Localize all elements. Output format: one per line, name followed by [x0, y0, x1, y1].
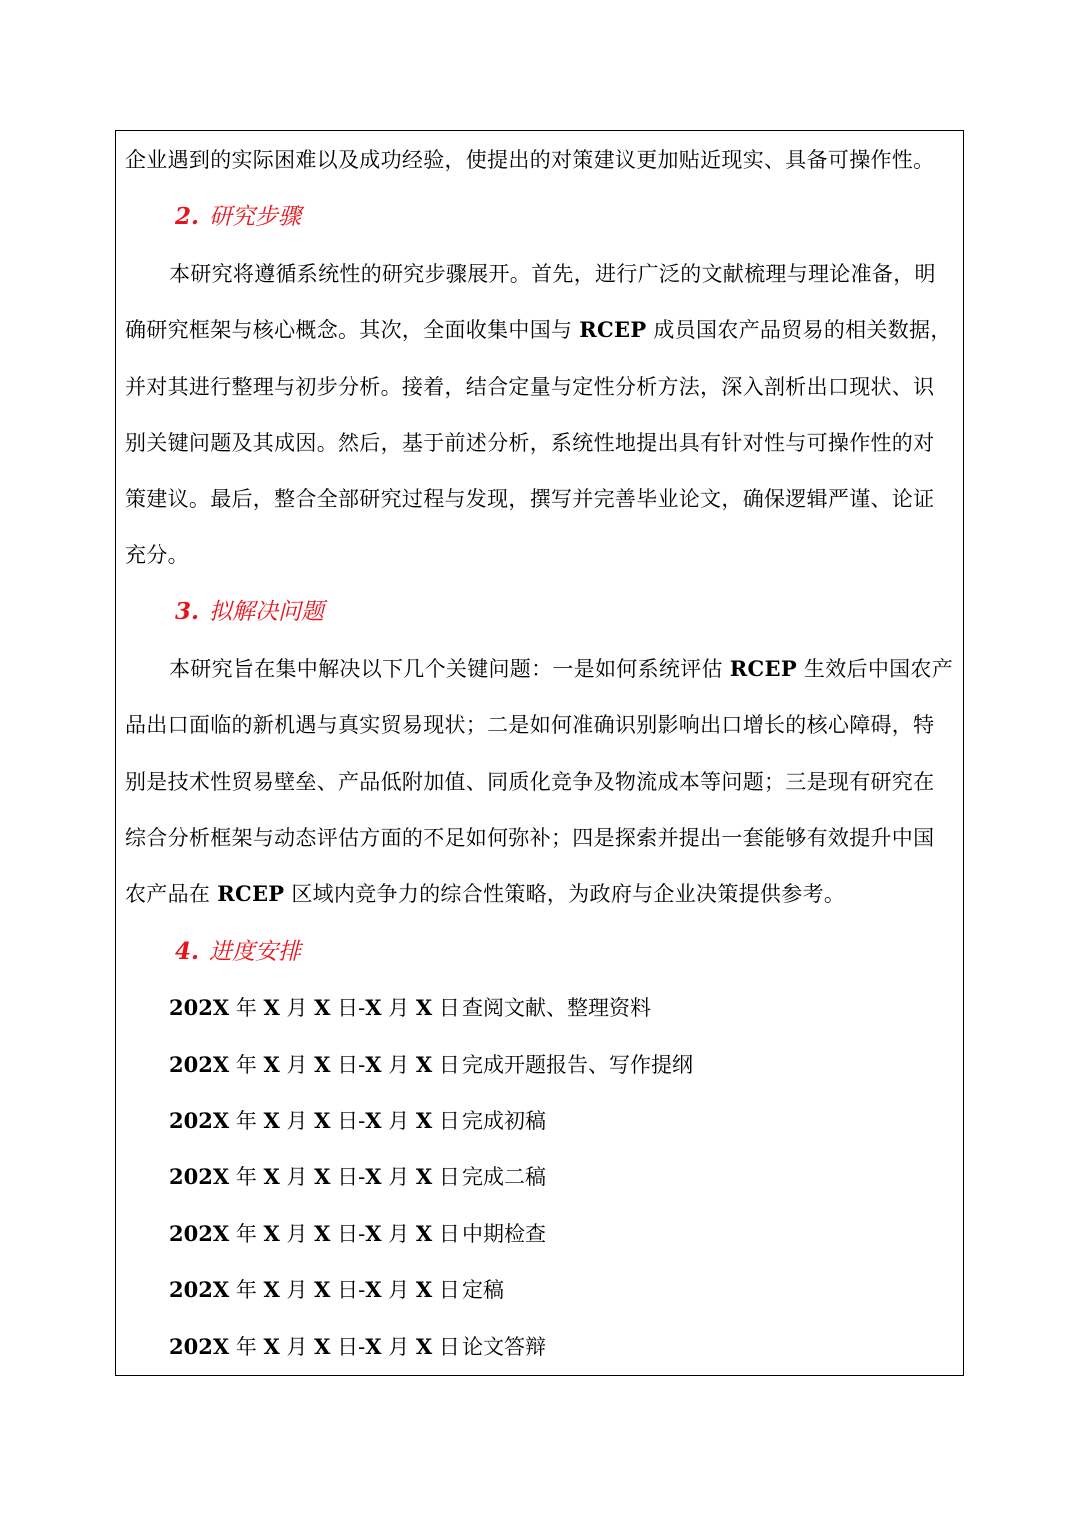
schedule-date-part: 日-: [330, 1278, 366, 1302]
schedule-date-part: 月: [381, 1278, 416, 1302]
schedule-date-part: X: [314, 1108, 331, 1133]
schedule-date-part: 年: [229, 996, 264, 1020]
schedule-date-part: 日: [432, 1335, 460, 1359]
schedule-task: 中期检查: [462, 1222, 546, 1246]
section3-line-1a: 本研究旨在集中解决以下几个关键问题：一是如何系统评估: [169, 657, 730, 681]
section3-number: 3.: [175, 598, 200, 625]
section3-line-1c: 生效后中国农产: [796, 657, 954, 681]
schedule-date-part: X: [314, 1277, 331, 1302]
schedule-date-part: X: [314, 1334, 331, 1359]
section3-heading: [175, 596, 324, 628]
schedule-date-part: 月: [279, 1109, 315, 1133]
schedule-date-part: 月: [279, 1278, 315, 1302]
schedule-task: 完成初稿: [462, 1109, 546, 1133]
section2-line-3: 并对其进行整理与初步分析。接着，结合定量与定性分析方法，深入剖析出口现状、识: [125, 375, 935, 399]
section3-line-5b: RCEP: [217, 881, 285, 906]
section2-heading: [175, 201, 301, 233]
schedule-date: [169, 1106, 462, 1136]
schedule-date-part: 年: [229, 1278, 264, 1302]
schedule-date-part: 日-: [330, 1165, 366, 1189]
schedule-date-part: X: [415, 1108, 433, 1133]
schedule-date-part: X: [263, 1221, 280, 1246]
schedule-date-part: X: [263, 1164, 280, 1189]
section2-line-2b: RCEP: [579, 317, 647, 342]
section2-line-4: 别关键问题及其成因。然后，基于前述分析，系统性地提出具有针对性与可操作性的对: [125, 431, 935, 455]
schedule-date-part: 年: [229, 1165, 264, 1189]
schedule-date-part: X: [365, 1052, 382, 1077]
schedule-date-part: 月: [381, 1222, 416, 1246]
schedule-date: [169, 1275, 462, 1305]
section4-heading: [175, 936, 301, 968]
schedule-task: 完成开题报告、写作提纲: [462, 1053, 693, 1077]
schedule-date-part: X: [263, 1108, 280, 1133]
schedule-date-part: X: [365, 1221, 382, 1246]
schedule-date-part: X: [263, 1334, 280, 1359]
section4-title: 进度安排: [209, 939, 302, 965]
schedule-date-part: 月: [279, 996, 315, 1020]
schedule-date: [169, 1219, 462, 1249]
schedule-date-part: X: [415, 1277, 433, 1302]
schedule-task: 定稿: [462, 1278, 504, 1302]
section3-line-5c: 区域内竞争力的综合性策略，为政府与企业决策提供参考。: [284, 882, 846, 906]
schedule-date-part: X: [263, 1052, 280, 1077]
section3-line-5a: 农产品在: [125, 882, 218, 906]
schedule-date-part: 日-: [330, 1335, 366, 1359]
schedule-date-part: 月: [279, 1335, 315, 1359]
schedule-date-part: X: [263, 995, 280, 1020]
section3-line-2: 品出口面临的新机遇与真实贸易现状；二是如何准确识别影响出口增长的核心障碍，特: [125, 713, 935, 737]
schedule-row: [169, 1106, 546, 1136]
schedule-row: [169, 993, 651, 1023]
schedule-date-part: X: [415, 1221, 433, 1246]
schedule-date-part: X: [314, 995, 331, 1020]
schedule-date-part: 202X: [169, 1277, 230, 1302]
schedule-date-part: 月: [381, 1053, 416, 1077]
schedule-date: [169, 993, 462, 1023]
schedule-task: 完成二稿: [462, 1165, 546, 1189]
schedule-date-part: 202X: [169, 995, 230, 1020]
section2-title: 研究步骤: [209, 204, 302, 230]
schedule-date-part: X: [365, 1164, 382, 1189]
schedule-row: [169, 1332, 546, 1362]
schedule-date-part: X: [365, 1334, 382, 1359]
schedule-date: [169, 1050, 462, 1080]
schedule-date-part: 日-: [330, 996, 366, 1020]
schedule-date-part: 月: [381, 1109, 416, 1133]
section2-line-2c: 成员国农产品贸易的相关数据，: [646, 318, 952, 342]
schedule-date-part: 月: [381, 1165, 416, 1189]
schedule-date-part: 202X: [169, 1221, 230, 1246]
schedule-date-part: 日: [432, 1165, 460, 1189]
section3-line-4: 综合分析框架与动态评估方面的不足如何弥补；四是探索并提出一套能够有效提升中国: [125, 826, 935, 850]
schedule-row: [169, 1275, 504, 1305]
schedule-date-part: X: [314, 1221, 331, 1246]
schedule-date-part: 日: [432, 996, 460, 1020]
section3-title: 拟解决问题: [209, 599, 325, 625]
schedule-date-part: 年: [229, 1053, 264, 1077]
schedule-date-part: 月: [279, 1222, 315, 1246]
schedule-row: [169, 1050, 693, 1080]
section2-line-1: 本研究将遵循系统性的研究步骤展开。首先，进行广泛的文献梳理与理论准备，明: [169, 262, 936, 286]
schedule-date-part: 日-: [330, 1109, 366, 1133]
schedule-date-part: 年: [229, 1335, 264, 1359]
schedule-row: [169, 1219, 546, 1249]
schedule-date-part: 日: [432, 1278, 460, 1302]
section1-tail-line: 企业遇到的实际困难以及成功经验，使提出的对策建议更加贴近现实、具备可操作性。: [125, 148, 935, 172]
schedule-date-part: X: [365, 1108, 382, 1133]
schedule-date-part: X: [365, 995, 382, 1020]
schedule-date-part: 月: [381, 996, 416, 1020]
schedule-date-part: X: [415, 1334, 433, 1359]
schedule-date-part: 202X: [169, 1108, 230, 1133]
schedule-date-part: 日: [432, 1222, 460, 1246]
schedule-date-part: 年: [229, 1222, 264, 1246]
section3-line-5: [125, 879, 959, 909]
schedule-date-part: X: [415, 1164, 433, 1189]
schedule-date-part: 日-: [330, 1222, 366, 1246]
schedule-date-part: X: [415, 1052, 433, 1077]
schedule-date-part: 日: [432, 1109, 460, 1133]
schedule-date-part: 日: [432, 1053, 460, 1077]
schedule-date-part: X: [365, 1277, 382, 1302]
schedule-date-part: 日-: [330, 1053, 366, 1077]
schedule-date-part: 月: [279, 1165, 315, 1189]
schedule-date-part: 202X: [169, 1164, 230, 1189]
section4-number: 4.: [175, 938, 200, 965]
schedule-date: [169, 1162, 462, 1192]
schedule-date-part: 月: [279, 1053, 315, 1077]
schedule-date-part: 202X: [169, 1334, 230, 1359]
schedule-row: [169, 1162, 546, 1192]
schedule-task: 论文答辩: [462, 1335, 546, 1359]
section3-line-1: [169, 654, 959, 684]
section2-line-2a: 确研究框架与核心概念。其次，全面收集中国与: [125, 318, 580, 342]
schedule-date-part: X: [314, 1052, 331, 1077]
schedule-date-part: X: [314, 1164, 331, 1189]
section3-line-1b: RCEP: [729, 656, 797, 681]
schedule-date-part: 年: [229, 1109, 264, 1133]
schedule-date-part: X: [415, 995, 433, 1020]
section2-number: 2.: [175, 203, 200, 230]
section2-line-2: [125, 315, 959, 345]
schedule-task: 查阅文献、整理资料: [462, 996, 651, 1020]
schedule-date-part: X: [263, 1277, 280, 1302]
schedule-date-part: 月: [381, 1335, 416, 1359]
schedule-date: [169, 1332, 462, 1362]
section2-line-6: 充分。: [125, 543, 189, 567]
section2-line-5: 策建议。最后，整合全部研究过程与发现，撰写并完善毕业论文，确保逻辑严谨、论证: [125, 487, 935, 511]
section3-line-3: 别是技术性贸易壁垒、产品低附加值、同质化竞争及物流成本等问题；三是现有研究在: [125, 770, 935, 794]
schedule-date-part: 202X: [169, 1052, 230, 1077]
